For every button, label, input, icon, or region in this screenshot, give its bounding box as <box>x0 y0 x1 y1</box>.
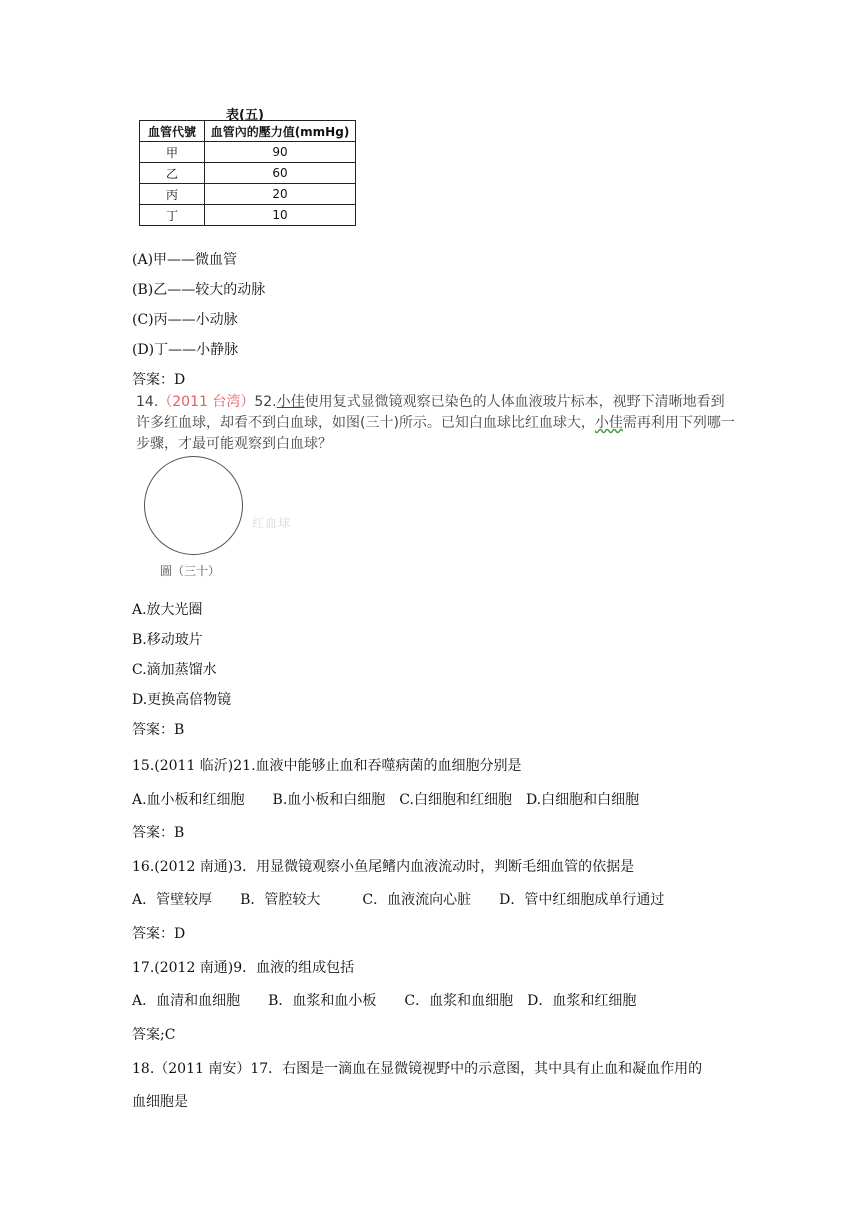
q14-number: 14. <box>136 394 159 410</box>
q14-option-b: B.移动玻片 <box>132 632 203 648</box>
table-row <box>140 205 356 226</box>
q15-stem: 15.(2011 临沂)21.血液中能够止血和吞噬病菌的血细胞分别是 <box>132 758 522 774</box>
header-pressure: 血管內的壓力值(mmHg) <box>205 121 356 142</box>
table-row <box>140 163 356 184</box>
q13-option-b: (B)乙——较大的动脉 <box>132 282 266 298</box>
q15-answer: 答案：B <box>132 825 185 841</box>
q13-option-c: (C)丙——小动脉 <box>132 312 238 328</box>
pressure-cell: 60 <box>205 163 356 184</box>
q17-stem: 17.(2012 南通)9．血液的组成包括 <box>132 960 355 976</box>
figure-label: 圖（三十） <box>160 564 221 578</box>
q13-option-a: (A)甲——微血管 <box>132 252 238 268</box>
vessel-code-cell: 丁 <box>140 205 205 226</box>
q14-qnum: 52. <box>254 394 277 410</box>
faint-figure-text: 红血球 <box>252 516 292 530</box>
table-header-row <box>140 121 356 142</box>
microscope-field-circle <box>144 456 243 555</box>
q14-text-1: 使用复式显微镜观察已染色的人体血液玻片标本，视野下清晰地看到许多红血球，却看不到白血球，如图(三十)所示。已知白血球比红血球大， <box>136 394 725 431</box>
q14-stem <box>136 392 736 455</box>
vessel-code-cell: 甲 <box>140 142 205 163</box>
q14-answer: 答案：B <box>132 722 185 738</box>
q16-answer: 答案：D <box>132 926 186 942</box>
q17-answer: 答案;C <box>132 1027 176 1043</box>
q18-stem-line-2: 血细胞是 <box>132 1094 188 1110</box>
header-vessel-code: 血管代號 <box>140 121 205 142</box>
q14-option-c: C.滴加蒸馏水 <box>132 662 217 678</box>
table-row <box>140 142 356 163</box>
q14-text-2: 需再利用下列哪一步骤，才最可能观察到白血球？ <box>136 415 735 452</box>
q16-stem: 16.(2012 南通)3．用显微镜观察小鱼尾鳍内血液流动时，判断毛细血管的依据是 <box>132 859 635 875</box>
q14-option-d: D.更换高倍物镜 <box>132 692 232 708</box>
pressure-cell: 10 <box>205 205 356 226</box>
q13-answer: 答案：D <box>132 372 186 388</box>
q15-options: A.血小板和红细胞 B.血小板和白细胞 C.白细胞和红细胞 D.白细胞和白细胞 <box>132 792 640 808</box>
q18-stem-line-1: 18.（2011 南安）17．右图是一滴血在显微镜视野中的示意图，其中具有止血和凝血作用的 <box>132 1061 703 1077</box>
q14-name: 小佳 <box>276 394 305 410</box>
q16-options: A．管壁较厚 B．管腔较大 C．血液流向心脏 D．管中红细胞成单行通过 <box>132 892 665 908</box>
vessel-code-cell: 丙 <box>140 184 205 205</box>
q14-name: 小佳 <box>594 415 623 431</box>
q14-source-tag: （2011 台湾） <box>158 394 255 410</box>
table-caption: 表(五) <box>226 108 264 123</box>
q17-options: A．血清和血细胞 B．血浆和血小板 C．血浆和血细胞 D．血浆和红细胞 <box>132 993 637 1009</box>
q14-option-a: A.放大光圈 <box>132 602 203 618</box>
pressure-cell: 90 <box>205 142 356 163</box>
q13-option-d: (D)丁——小静脉 <box>132 342 239 358</box>
table-row <box>140 184 356 205</box>
vessel-code-cell: 乙 <box>140 163 205 184</box>
pressure-cell: 20 <box>205 184 356 205</box>
pressure-table <box>139 120 356 226</box>
